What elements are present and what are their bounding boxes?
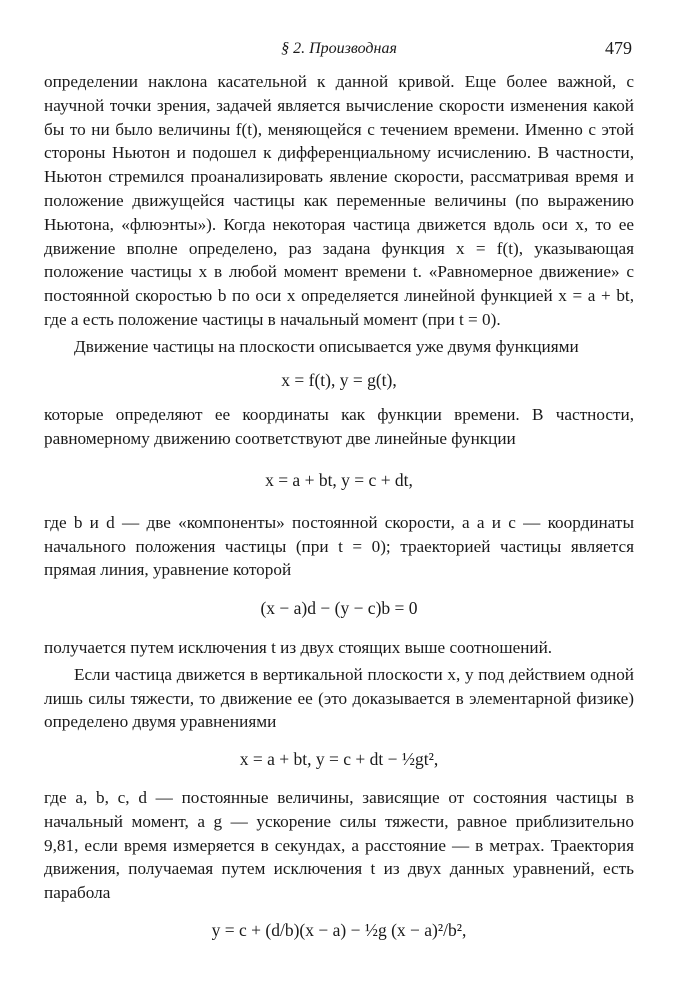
- equation-2: x = a + bt, y = c + dt,: [265, 469, 413, 490]
- paragraph-2: Движение частицы на плоскости описывается уже двумя функциями: [74, 336, 579, 356]
- paragraph-1: определении наклона касательной к данной кривой. Еще более важной, с научной точки зрения, задачей является вычисление скорости изменения какой бы то ни было величины f(t), меняющейся с течением времени. Именно с этой стороны Ньютон и подошел к дифференциальному исчислению. В частности, Ньютон стремился проанализировать явление скорости, рассматривая время и положение движущейся частицы как переменные величины (по выражению Ньютона, «флюэнты»). Когда некоторая частица движется вдоль оси x, то ее движение вполне определено, раз задана функция x = f(t), указывающая положение частицы x в любой момент времени t. «Равномерное движение» с постоянной скоростью b по оси x определяется линейной функцией x = a + bt, где a есть положение частицы в начальный момент (при t = 0).: [44, 72, 634, 329]
- equation-5: y = c + (d/b)(x − a) − ½g (x − a)²/b²,: [211, 919, 467, 940]
- paragraph-6: Если частица движется в вертикальной плоскости x, y под действием одной лишь силы тяжести, то движение ее (это доказывается в элементарной физике) определено двумя уравнениями: [44, 664, 634, 732]
- page-body: [44, 70, 634, 957]
- paragraph-4: где b и d — две «компоненты» постоянной скорости, a a и c — координаты начального положения частицы (при t = 0); траекторией частицы является прямая линия, уравнение которой: [44, 512, 634, 580]
- paragraph-7: где a, b, c, d — постоянные величины, зависящие от состояния частицы в начальный момент, a g — ускорение силы тяжести, равное приблизительно 9,81, если время измеряется в секундах, а расстояние — в метрах. Траектория движения, получаемая путем исключения t из двух данных уравнений, есть парабола: [44, 787, 634, 903]
- equation-4: x = a + bt, y = c + dt − ½gt²,: [239, 749, 439, 770]
- paragraph-3: которые определяют ее координаты как функции времени. В частности, равномерному движению соответствуют две линейные функции: [44, 405, 634, 449]
- paragraph-5: получается путем исключения t из двух стоящих выше соотношений.: [44, 637, 553, 657]
- page-number: 479: [605, 38, 632, 58]
- page-header: [44, 38, 634, 62]
- running-head: § 2. Производная: [281, 40, 397, 57]
- equation-3: (x − a)d − (y − c)b = 0: [260, 598, 418, 619]
- equation-1: x = f(t), y = g(t),: [281, 369, 397, 390]
